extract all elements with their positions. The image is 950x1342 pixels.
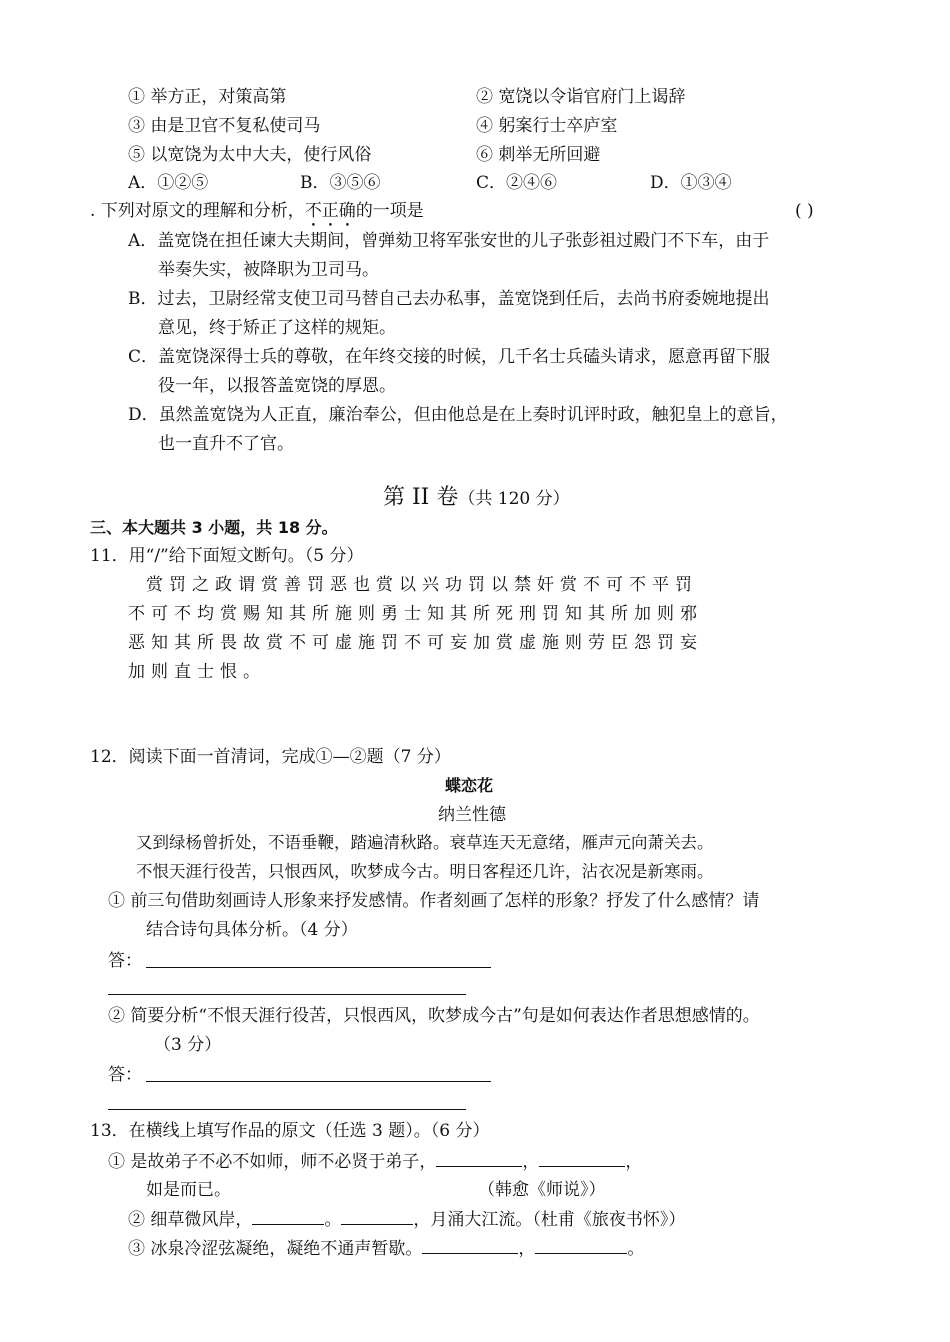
q9-choice-b: B．③⑤⑥ [300,173,381,193]
q12-sub2-line1: ② 简要分析“不恨天涯行役苦，只恨西风，吹梦成今古”句是如何表达作者思想感情的。 [108,1006,760,1026]
q13-item1-line1: ① 是故弟子不必不如师，师不必贤于弟子， ， ， [108,1152,643,1172]
q12-sub2-answer-line1[interactable] [146,1081,491,1082]
q10-option-c-line2: 役一年，以报答盖宽饶的厚恩。 [158,376,396,396]
q11-text-line3: 恶知其所畏故赏不可虚施罚不可妄加赏虚施则劳臣怨罚妄 [128,633,703,653]
q11-stem: 11．用“/”给下面短文断句。（5 分） [90,546,364,566]
q13-item2-blank1[interactable] [252,1208,324,1225]
q13-item1-blank1[interactable] [436,1150,522,1167]
q10-option-d-line2: 也一直升不了官。 [158,434,294,454]
q10-option-a-line1: A．盖宽饶在担任谏大夫期间，曾弹劾卫将军张安世的儿子张彭祖过殿门不下车，由于 [128,231,770,251]
q11-text-line1: 赏罚之政谓赏善罚恶也赏以兴功罚以禁奸赏不可不平罚 [146,575,698,595]
q13-item1-blank2[interactable] [539,1150,625,1167]
q12-sub2-answer-line2[interactable] [108,1109,466,1110]
poem-line2: 不恨天涯行役苦，只恨西风，吹梦成今古。明日客程还几许，沾衣况是新寒雨。 [136,862,714,881]
q12-sub1-answer-label: 答： [108,951,142,971]
q12-sub2-line2: （3 分） [154,1035,222,1055]
poem-line1: 又到绿杨曾折处，不语垂鞭，踏遍清秋路。衰草连天无意绪，雁声元向萧关去。 [136,833,714,852]
q12-sub2-answer-label: 答： [108,1065,142,1085]
q13-stem: 13．在横线上填写作品的原文（任选 3 题）。（6 分） [90,1121,490,1141]
q9-option-5: ⑤ 以宽饶为太中大夫，使行风俗 [128,145,372,165]
q9-option-3: ③ 由是卫官不复私使司马 [128,116,321,136]
q10-emphasis: 不正确 [304,201,356,221]
q12-sub1-answer-line2[interactable] [108,994,466,995]
q9-choice-c: C．②④⑥ [476,173,558,193]
poem-author: 纳兰性德 [438,805,506,825]
section3-heading: 三、本大题共 3 小题，共 18 分。 [90,518,338,537]
q13-item2: ② 细草微风岸， 。 ，月涌大江流。（杜甫《旅夜书怀》） [128,1210,686,1230]
q9-choice-a: A．①②⑤ [128,173,209,193]
q13-item3-blank2[interactable] [535,1237,627,1254]
poem-title: 蝶恋花 [445,776,494,795]
q10-answer-paren: ( ) [795,201,814,221]
q9-option-1: ① 举方正，对策高第 [128,87,287,107]
q13-item3: ③ 冰泉冷涩弦凝绝，凝绝不通声暂歇。 ， 。 [128,1239,645,1259]
q9-choice-d: D．①③④ [650,173,732,193]
q13-item1-line2: 如是而已。 [146,1180,231,1200]
q9-option-6: ⑥ 刺举无所回避 [476,145,601,165]
q11-text-line4: 加则直士恨。 [128,662,266,682]
q10-option-d-line1: D．虽然盖宽饶为人正直，廉治奉公，但由他总是在上奏时讥评时政，触犯皇上的意旨， [128,405,788,425]
q10-stem: . 下列对原文的理解和分析，不正确的一项是 [90,201,424,221]
q9-option-4: ④ 躬案行士卒庐室 [476,116,618,136]
q11-text-line2: 不可不均赏赐知其所施则勇士知其所死刑罚知其所加则邪 [128,604,703,624]
q9-option-2: ② 宽饶以令诣官府门上谒辞 [476,87,686,107]
q12-sub1-answer-line1[interactable] [146,967,491,968]
q10-option-a-line2: 举奏失实，被降职为卫司马。 [158,260,379,280]
q10-option-c-line1: C．盖宽饶深得士兵的尊敬，在年终交接的时候，几千名士兵磕头请求，愿意再留下服 [128,347,771,367]
q13-item3-blank1[interactable] [422,1237,518,1254]
q12-stem: 12．阅读下面一首清词，完成①—②题（7 分） [90,747,451,767]
q10-option-b-line1: B．过去，卫尉经常支使卫司马替自己去办私事，盖宽饶到任后，去尚书府委婉地提出 [128,289,770,309]
q13-item1-source: （韩愈《师说》） [478,1180,606,1200]
part2-title: 第 II 卷（共 120 分） [383,485,570,510]
q10-option-b-line2: 意见，终于矫正了这样的规矩。 [158,318,396,338]
q13-item2-blank2[interactable] [341,1208,413,1225]
q12-sub1-line2: 结合诗句具体分析。（4 分） [146,920,358,940]
q12-sub1-line1: ① 前三句借助刻画诗人形象来抒发感情。作者刻画了怎样的形象？抒发了什么感情？请 [108,891,760,911]
